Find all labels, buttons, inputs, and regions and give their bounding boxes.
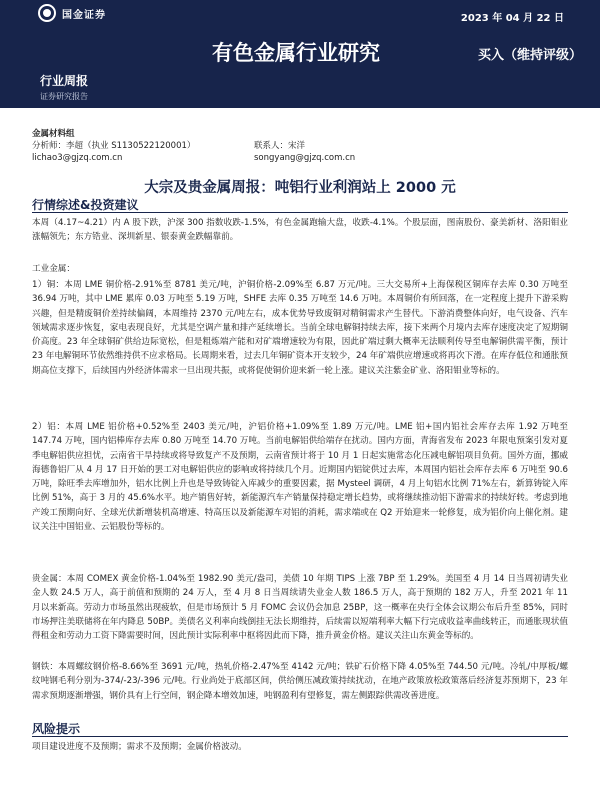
section-divider [32, 736, 568, 737]
paragraph-risk: 项目建设进度不及预期；需求不及预期；金属价格波动。 [32, 742, 247, 752]
report-header [0, 0, 600, 108]
report-headline: 大宗及贵金属周报：吨铝行业利润站上 2000 元 [144, 180, 456, 196]
analyst-email[interactable]: lichao3@gjzq.com.cn [32, 153, 123, 163]
report-date: 2023 年 04 月 22 日 [460, 13, 564, 24]
paragraph-copper: 1）铜：本周 LME 铜价格-2.91%至 8781 美元/吨，沪铜价格-2.09%至 6.87 万元/吨。三大交易所+上海保税区铜库存去库 0.30 万吨至 36.94 万吨，其中 LME 累库 0.03 万吨至 5.19 万吨，SHFE 去库 0.35 万吨至 14.6 万吨。本周铜价有所回落，在一定程度上提升下游采购兴趣，但是精废铜价差持续偏阔，本周维持 2370 元/吨左右，成本优势导致废铜对精铜需求产生替代。下游消费整体向好，电气设备、汽车领域需求逐步恢复，家电表现良好，尤其是空调产量和排产延续增长。当前全球电解铜持续去库，接下来两个月境内去库存速度决定了短期铜价高度。23 年全球铜矿供给边际宽松，但是粗炼端产能和对矿端增速较为有限，因此矿端过剩大概率无法顺利传导至电解铜供需平衡，预计 23 年电解铜环节依然维持供不应求格局。长周期来看，过去几年铜矿资本开支较少，24 年矿端供应增速或将再次下滑。在库存低位和通胀预期高位支撑下，后续国内外经济体需求一旦出现共振，或将促使铜价迎来新一轮上涨。建议关注紫金矿业、洛阳钼业等标的。 [32, 280, 568, 376]
paragraph-market-overview: 本周（4.17~4.21）内 A 股下跌，沪深 300 指数收跌-1.5%，有色金属跑输大盘，收跌-4.1%。个股层面，图南股份、豪美新材、洛阳钼业涨幅领先；东方锆业、深圳新星、银泰黄金跌幅靠前。 [32, 218, 568, 243]
section-title-risk: 风险提示 [32, 722, 81, 736]
rating-badge: 买入（维持评级） [478, 48, 583, 63]
report-type: 行业周报 [40, 74, 89, 88]
brand-logo-icon [38, 4, 56, 22]
brand-name: 国金证券 [62, 9, 106, 21]
paragraph-steel: 钢铁：本周螺纹钢价格-8.66%至 3691 元/吨，热轧价格-2.47%至 4142 元/吨；铁矿石价格下降 4.05%至 744.50 元/吨。冷轧/中厚板/螺纹吨钢毛利分别为-374/-23/-396 元/吨。行业尚处于底部区间，供给侧压减政策持续扰动，在地产政策放松政策落后经济复苏预期下，23 年需求预期逐渐增强，钢价具有上行空间，钢企降本增效加速，吨钢盈利有望修复，需左侧跟踪供需改善进度。 [32, 662, 568, 701]
paragraph-industrial-metals-label: 工业金属： [32, 264, 75, 274]
report-subtype: 证券研究报告 [40, 92, 88, 101]
sector-label: 金属材料组 [32, 129, 75, 139]
contact-name: 联系人：宋洋 [254, 141, 306, 151]
brand-logo [38, 4, 106, 22]
analyst-name: 分析师：李超（执业 S1130522120001） [32, 141, 196, 151]
section-divider [32, 212, 568, 213]
contact-email[interactable]: songyang@gjzq.com.cn [254, 153, 356, 163]
paragraph-aluminum: 2）铝：本周 LME 铝价格+0.52%至 2403 美元/吨，沪铝价格+1.09%至 1.89 万元/吨。LME 铝+国内铝社会库存去库 1.92 万吨至 147.74 万吨，国内铝棒库存去库 0.80 万吨至 14.70 万吨。当前电解铝供给端存在扰动。国内方面，青海省发布 2023 年限电预案引发对夏季电解铝供应担忧，云南省干旱持续或将导致复产不及预期，云南省预计将于 10 月 1 日起实施常态化压减电解铝项目负荷。国外方面，挪威海德鲁铝厂从 4 月 17 日开始的罢工对电解铝供应的影响或将持续几个月。近期国内铝锭供过去库，本周国内铝社会库存去库 6 万吨至 90.6 万吨，除旺季去库增加外，铝水比例上升也是导致铸锭入库减少的重要因素，据 Mysteel 调研，4 月上旬铝水比例 71%左右，新算铸锭入库比例 51%，高于 3 月的 45.6%水平。地产销售好转，新能源汽车产销量保持稳定增长趋势，或将继续推动铝下游需求的持续好转。考虑到地产竣工预期向好、全球光伏新增装机高增速、特高压以及新能源车对铝的消耗，需求端或在 Q2 开始迎来一轮修复，成为铝价向上催化剂。建议关注中国铝业、云铝股份等标的。 [32, 422, 568, 533]
analyst-block [32, 128, 572, 164]
section-title-summary: 行情综述&投资建议 [32, 198, 139, 212]
report-title: 有色金属行业研究 [212, 41, 380, 65]
paragraph-precious-metals: 贵金属：本周 COMEX 黄金价格-1.04%至 1982.90 美元/盎司，美债 10 年期 TIPS 上涨 7BP 至 1.29%。美国至 4 月 14 日当周初请失业金人数 24.5 万人，高于前值和预期的 24 万人，至 4 月 8 日当周续请失业金人数 186.5 万人，高于预期的 182 万人，升至 2021 年 11 月以来新高。劳动力市场虽然出现疲软，但是市场预计 5 月 FOMC 会议仍会加息 25BP，这一概率在央行全体会议期公布后升至 85%，同时市场押注美联储将在年内降息 50BP。美债名义利率向线倒挂无法长期维持，后续需以短端利率大幅下行完成收益率曲线转正，而通胀现状值得租金和劳动力工资下降需要时间，因此预计实际利率中枢将因此而下降，推升黄金价格。建议关注山东黄金等标的。 [32, 574, 568, 642]
